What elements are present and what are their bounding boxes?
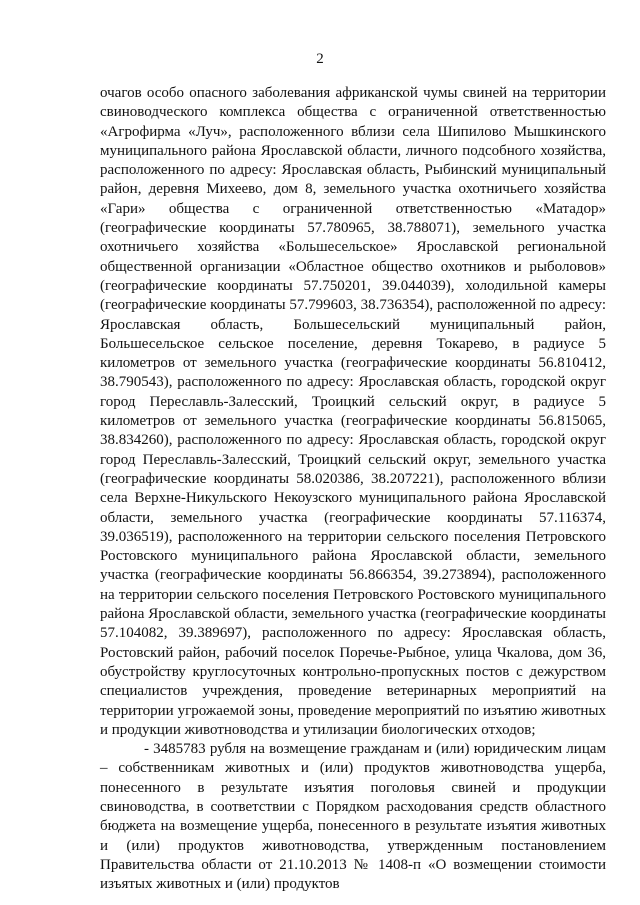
page-number: 2 <box>316 51 324 67</box>
document-body <box>100 84 606 894</box>
body-paragraph-1: очагов особо опасного заболевания африканской чумы свиней на территории свиноводческого комплекса общества с ограниченной ответственностью «Агрофирма «Луч», расположенного вблизи села Шипилово Мышкинского муниципального района Ярославской области, личного подсобного хозяйства, расположенного по адресу: Ярославская область, Рыбинский муниципальный район, деревня Михеево, дом 8, земельного участка охотничьего хозяйства «Гари» общества с ограниченной ответственностью «Матадор» (географические координаты 57.780965, 38.788071), земельного участка охотничьего хозяйства «Большесельское» Ярославской региональной общественной организации «Областное общество охотников и рыболовов» (географические координаты 57.750201, 39.044039), холодильной камеры (географические координаты 57.799603, 38.736354), расположенной по адресу: Ярославская область, Большесельский муниципальный район, Большесельское сельское поселение, деревня Токарево, в радиусе 5 километров от земельного участка (географические координаты 56.810412, 38.790543), расположенного по адресу: Ярославская область, городской округ город Переславль-Залесский, Троицкий сельский округ, в радиусе 5 километров от земельного участка (географические координаты 56.815065, 38.834260), расположенного по адресу: Ярославская область, городской округ город Переславль-Залесский, Троицкий сельский округ, земельного участка (географические координаты 58.020386, 38.207221), расположенного вблизи села Верхне-Никульского Некоузского муниципального района Ярославской области, земельного участка (географические координаты 57.116374, 39.036519), расположенного на территории сельского поселения Петровского Ростовского муниципального района Ярославской области, земельного участка (географические координаты 56.866354, 39.273894), расположенного на территории сельского поселения Петровского Ростовского муниципального района Ярославской области, земельного участка (географические координаты 57.104082, 39.389697), расположенного по адресу: Ярославская область, Ростовский район, рабочий поселок Поречье-Рыбное, улица Чкалова, дом 36, обустройству круглосуточных контрольно-пропускных постов с дежурством специалистов учреждения, проведение ветеринарных мероприятий на территории угрожаемой зоны, проведение мероприятий по изъятию животных и продукции животноводства и утилизации биологических отходов; <box>100 85 606 738</box>
body-paragraph-2: - 3485783 рубля на возмещение гражданам и (или) юридическим лицам – собственникам животных и (или) продуктов животноводства ущерба, понесенного в результате изъятия поголовья свиней и продукции свиноводства, в соответствии с Порядком расходования средств областного бюджета на возмещение ущерба, понесенного в результате изъятия животных и (или) продуктов животноводства, утвержденным постановлением Правительства области от 21.10.2013 № 1408-п «О возмещении стоимости изъятых животных и (или) продуктов <box>100 741 606 893</box>
